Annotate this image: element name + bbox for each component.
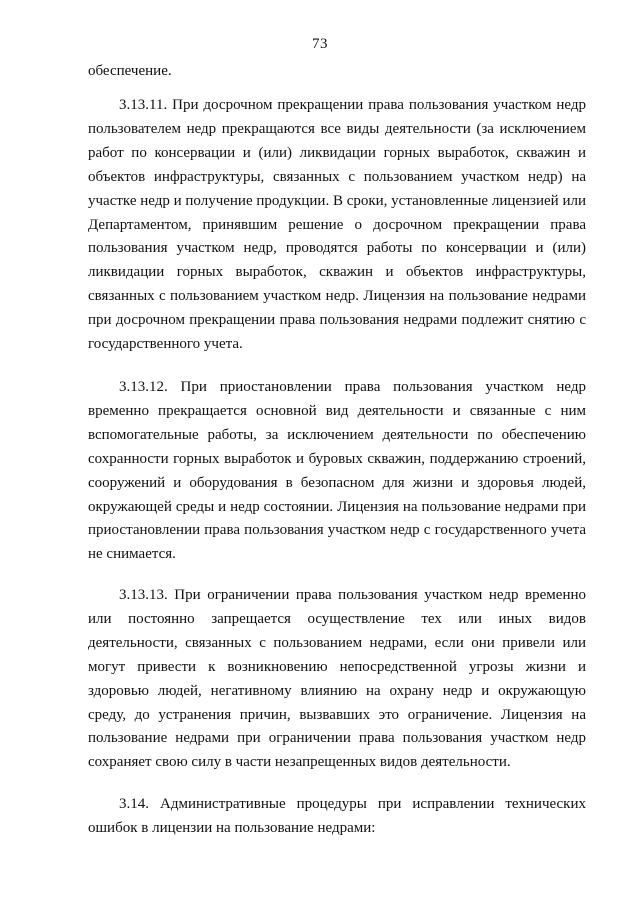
- paragraph-3-13-12: 3.13.12. При приостановлении права пользования участком недр временно прекращается основной вид деятельности и связанные с ним вспомогательные работы, за исключением деятельности по обеспечению сохранности горных выработок и буровых скважин, поддержанию строений, сооружений и оборудования в безопасном для жизни и здоровья людей, окружающей среды и недр состоянии. Лицензия на пользование недрами при приостановлении права пользования участком недр с государственного учета не снимается.: [88, 379, 586, 563]
- page-number: 73: [312, 36, 328, 52]
- paragraph-3-14: 3.14. Административные процедуры при исправлении технических ошибок в лицензии на пользование недрами:: [88, 796, 586, 836]
- paragraph-3-13-11: 3.13.11. При досрочном прекращении права пользования участком недр пользователем недр прекращаются все виды деятельности (за исключением работ по консервации и (или) ликвидации горных выработок, скважин и объектов инфраструктуры, связанных с пользованием участком недр) на участке недр и получение продукции. В сроки, установленные лицензией или Департаментом, принявшим решение о досрочном прекращении права пользования участком недр, проводятся работы по консервации и (или) ликвидации горных выработок, скважин и объектов инфраструктуры, связанных с пользованием участком недр. Лицензия на пользование недрами при досрочном прекращении права пользования недрами подлежит снятию с государственного учета.: [88, 97, 586, 353]
- continuation-text: обеспечение.: [88, 63, 172, 79]
- paragraph-3-13-13: 3.13.13. При ограничении права пользования участком недр временно или постоянно запрещается осуществление тех или иных видов деятельности, связанных с пользованием недрами, если они привели или могут привести к возникновению непосредственной угрозы жизни и здоровью людей, негативному влиянию на охрану недр и окружающую среду, до устранения причин, вызвавших это ограничение. Лицензия на пользование недрами при ограничении права пользования участком недр сохраняет свою силу в части незапрещенных видов деятельности.: [88, 587, 586, 771]
